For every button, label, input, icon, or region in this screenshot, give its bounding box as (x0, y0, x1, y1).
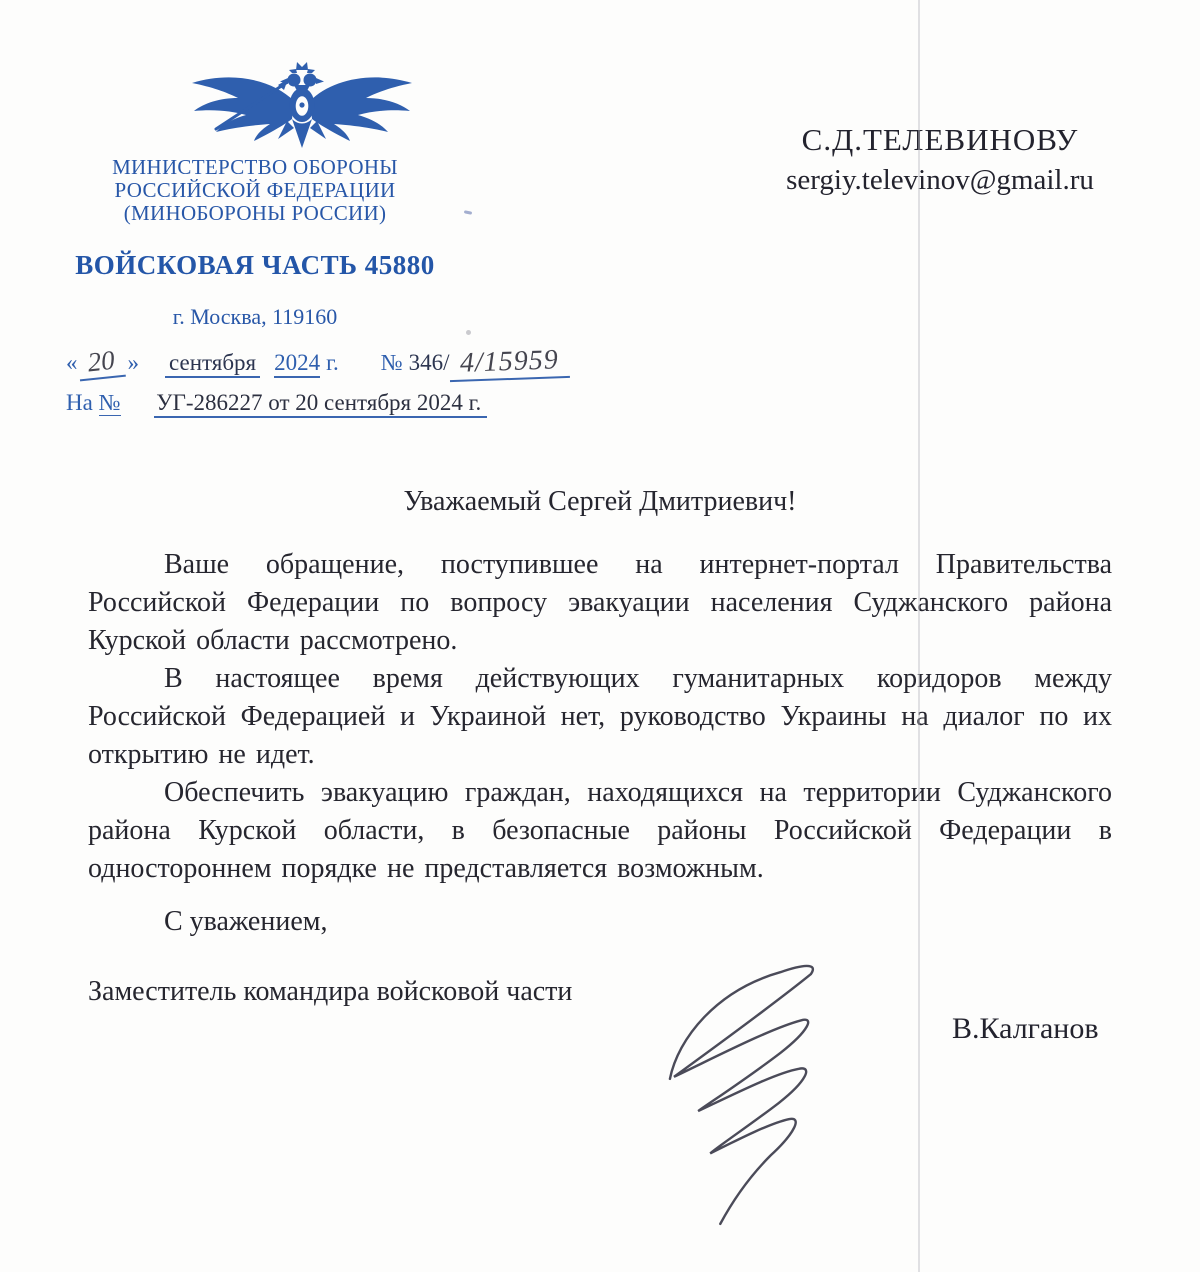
date-year-suffix: г. (326, 350, 339, 375)
outgoing-number-typed: 346/ (408, 350, 450, 375)
number-sign: № (380, 350, 403, 375)
ministry-line-2: РОССИЙСКОЙ ФЕДЕРАЦИИ (114, 178, 396, 202)
handwritten-day: 20 (76, 344, 125, 382)
scan-artifact-speck (466, 330, 471, 335)
signer-position-title: Заместитель командира войсковой части (88, 976, 573, 1007)
paragraph-1: Ваше обращение, поступившее на интернет-портал Правительства Российской Федерации по вопросу эвакуации населения Суджанского района Курской области рассмотрено. (88, 549, 1112, 656)
military-unit-title: ВОЙСКОВАЯ ЧАСТЬ 45880 (75, 250, 435, 280)
salutation: Уважаемый Сергей Дмитриевич! (403, 486, 797, 517)
reply-label: На (66, 390, 93, 415)
ministry-line-3: (МИНОБОРОНЫ РОССИИ) (123, 201, 387, 225)
scan-artifact-speck (464, 210, 472, 215)
handwritten-signature-icon (656, 960, 846, 1240)
signer-name: В.Калганов (952, 1012, 1099, 1045)
reply-reference-row (66, 390, 487, 416)
date-number-row (66, 346, 570, 380)
outgoing-number-handwritten: 4/15959 (448, 344, 569, 382)
date-year: 2024 (274, 350, 320, 378)
closing-phrase: С уважением, (164, 906, 328, 937)
close-guillemet: » (127, 350, 139, 375)
letterhead-address: г. Москва, 119160 (172, 304, 338, 329)
date-month: сентября (165, 350, 260, 378)
recipient-email: sergiy.televinov@gmail.ru (786, 164, 1094, 196)
ministry-name (60, 156, 450, 225)
paragraph-2: В настоящее время действующих гуманитарных коридоров между Российской Федерацией и Украиной нет, руководство Украины на диалог по их открытию не идет. (88, 663, 1112, 770)
open-guillemet: « (66, 350, 78, 375)
paragraph-3: Обеспечить эвакуацию граждан, находящихся на территории Суджанского района Курской области, в безопасные районы Российской Федерации в одностороннем порядке не представляется возможным. (88, 777, 1112, 884)
scan-artifact-vertical-line (918, 0, 920, 1272)
letter-body (88, 546, 1112, 888)
reply-number-sign: № (98, 390, 121, 415)
recipient-name: С.Д.ТЕЛЕВИНОВУ (801, 122, 1079, 157)
double-headed-eagle-icon (186, 60, 418, 150)
reply-reference-value: УГ-286227 от 20 сентября 2024 г. (154, 390, 487, 418)
recipient-block (756, 122, 1124, 197)
ministry-line-1: МИНИСТЕРСТВО ОБОРОНЫ (112, 155, 398, 179)
